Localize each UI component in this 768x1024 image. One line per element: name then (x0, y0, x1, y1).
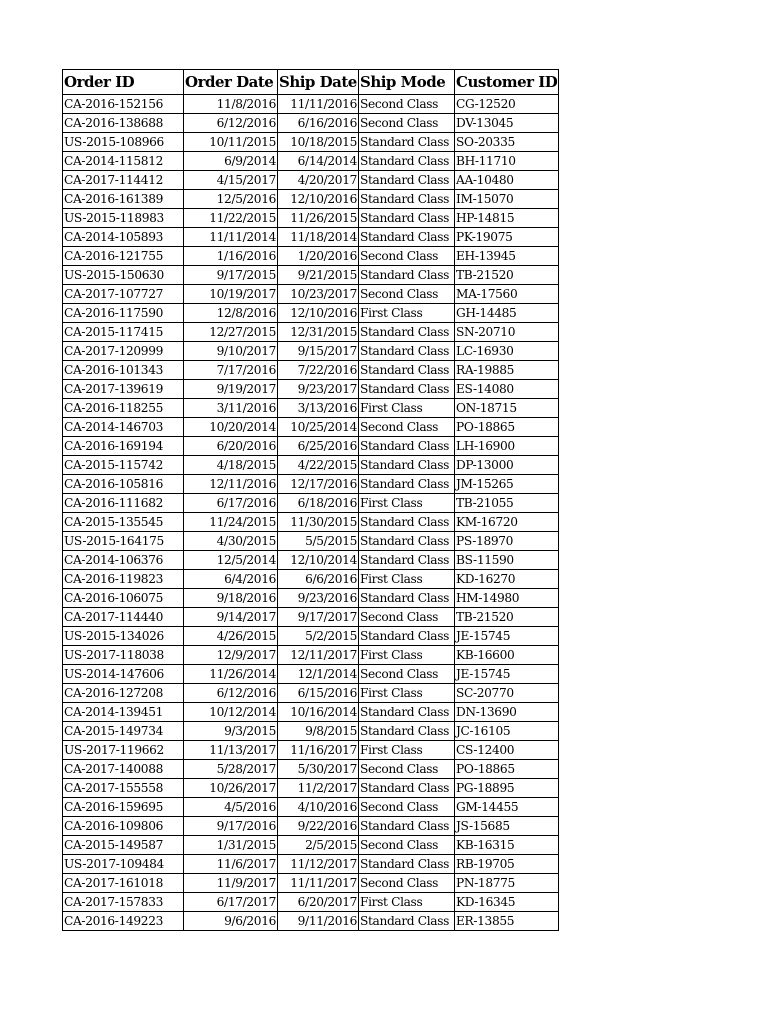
cell-ship-date: 6/25/2016 (278, 437, 359, 456)
header-ship-date: Ship Date (278, 70, 359, 95)
cell-customer-id: GM-14455 (455, 798, 559, 817)
cell-ship-mode: First Class (359, 893, 455, 912)
cell-ship-mode: Standard Class (359, 912, 455, 931)
cell-ship-mode: First Class (359, 741, 455, 760)
cell-customer-id: GH-14485 (455, 304, 559, 323)
table-row (63, 418, 559, 437)
cell-ship-mode: Second Class (359, 418, 455, 437)
table-row (63, 608, 559, 627)
cell-ship-mode: Standard Class (359, 589, 455, 608)
cell-order-date: 10/20/2014 (184, 418, 278, 437)
cell-customer-id: EH-13945 (455, 247, 559, 266)
table-row (63, 741, 559, 760)
cell-ship-date: 6/14/2014 (278, 152, 359, 171)
cell-customer-id: PO-18865 (455, 418, 559, 437)
cell-order-id: US-2015-134026 (63, 627, 184, 646)
cell-customer-id: TB-21055 (455, 494, 559, 513)
cell-customer-id: TB-21520 (455, 266, 559, 285)
cell-ship-mode: Standard Class (359, 152, 455, 171)
cell-customer-id: JM-15265 (455, 475, 559, 494)
cell-order-date: 9/6/2016 (184, 912, 278, 931)
table-row (63, 399, 559, 418)
cell-ship-date: 5/5/2015 (278, 532, 359, 551)
header-ship-mode: Ship Mode (359, 70, 455, 95)
cell-customer-id: CS-12400 (455, 741, 559, 760)
cell-ship-mode: Standard Class (359, 722, 455, 741)
cell-order-date: 9/19/2017 (184, 380, 278, 399)
cell-ship-mode: Second Class (359, 247, 455, 266)
cell-order-id: CA-2017-157833 (63, 893, 184, 912)
cell-order-date: 12/5/2014 (184, 551, 278, 570)
cell-order-date: 12/5/2016 (184, 190, 278, 209)
cell-order-id: US-2017-119662 (63, 741, 184, 760)
table-row (63, 95, 559, 114)
table-row (63, 152, 559, 171)
cell-order-id: CA-2016-118255 (63, 399, 184, 418)
cell-customer-id: DN-13690 (455, 703, 559, 722)
header-customer-id: Customer ID (455, 70, 559, 95)
cell-ship-mode: Standard Class (359, 817, 455, 836)
cell-ship-date: 6/6/2016 (278, 570, 359, 589)
cell-ship-date: 9/11/2016 (278, 912, 359, 931)
cell-order-id: CA-2016-127208 (63, 684, 184, 703)
cell-order-id: CA-2015-135545 (63, 513, 184, 532)
cell-ship-mode: First Class (359, 646, 455, 665)
cell-order-id: CA-2015-149587 (63, 836, 184, 855)
cell-customer-id: SN-20710 (455, 323, 559, 342)
table-row (63, 437, 559, 456)
cell-customer-id: PK-19075 (455, 228, 559, 247)
cell-ship-date: 10/23/2017 (278, 285, 359, 304)
orders-table (62, 69, 559, 931)
cell-order-date: 12/27/2015 (184, 323, 278, 342)
table-row (63, 722, 559, 741)
cell-order-id: US-2017-118038 (63, 646, 184, 665)
cell-ship-date: 9/8/2015 (278, 722, 359, 741)
cell-order-id: CA-2015-115742 (63, 456, 184, 475)
cell-ship-mode: Standard Class (359, 209, 455, 228)
cell-ship-mode: Second Class (359, 836, 455, 855)
cell-ship-date: 9/21/2015 (278, 266, 359, 285)
cell-order-id: US-2015-150630 (63, 266, 184, 285)
cell-order-date: 12/8/2016 (184, 304, 278, 323)
cell-ship-date: 4/20/2017 (278, 171, 359, 190)
cell-order-id: CA-2016-117590 (63, 304, 184, 323)
cell-ship-mode: Second Class (359, 874, 455, 893)
cell-order-id: CA-2014-115812 (63, 152, 184, 171)
cell-order-date: 4/5/2016 (184, 798, 278, 817)
cell-ship-date: 3/13/2016 (278, 399, 359, 418)
cell-ship-date: 12/10/2014 (278, 551, 359, 570)
cell-ship-mode: Standard Class (359, 228, 455, 247)
cell-customer-id: JC-16105 (455, 722, 559, 741)
cell-ship-mode: First Class (359, 570, 455, 589)
cell-order-id: CA-2014-105893 (63, 228, 184, 247)
table-row (63, 551, 559, 570)
cell-customer-id: MA-17560 (455, 285, 559, 304)
table-row (63, 323, 559, 342)
cell-customer-id: KD-16345 (455, 893, 559, 912)
cell-order-id: US-2015-164175 (63, 532, 184, 551)
cell-order-id: CA-2016-169194 (63, 437, 184, 456)
table-row (63, 665, 559, 684)
cell-customer-id: DV-13045 (455, 114, 559, 133)
cell-order-date: 9/3/2015 (184, 722, 278, 741)
cell-order-date: 9/17/2015 (184, 266, 278, 285)
cell-customer-id: ES-14080 (455, 380, 559, 399)
cell-order-date: 6/9/2014 (184, 152, 278, 171)
cell-customer-id: DP-13000 (455, 456, 559, 475)
cell-ship-date: 10/25/2014 (278, 418, 359, 437)
cell-ship-date: 5/30/2017 (278, 760, 359, 779)
cell-customer-id: HM-14980 (455, 589, 559, 608)
cell-customer-id: AA-10480 (455, 171, 559, 190)
cell-ship-mode: Standard Class (359, 475, 455, 494)
cell-customer-id: KB-16600 (455, 646, 559, 665)
cell-customer-id: PG-18895 (455, 779, 559, 798)
cell-ship-date: 9/22/2016 (278, 817, 359, 836)
table-row (63, 703, 559, 722)
cell-order-id: CA-2017-140088 (63, 760, 184, 779)
table-row (63, 171, 559, 190)
table-row (63, 570, 559, 589)
cell-order-date: 6/4/2016 (184, 570, 278, 589)
cell-ship-date: 11/30/2015 (278, 513, 359, 532)
cell-ship-mode: First Class (359, 304, 455, 323)
cell-ship-date: 6/16/2016 (278, 114, 359, 133)
cell-order-date: 11/26/2014 (184, 665, 278, 684)
header-order-date: Order Date (184, 70, 278, 95)
cell-order-date: 7/17/2016 (184, 361, 278, 380)
cell-order-id: CA-2014-106376 (63, 551, 184, 570)
cell-order-id: CA-2016-106075 (63, 589, 184, 608)
table-row (63, 817, 559, 836)
table-row (63, 874, 559, 893)
cell-order-date: 6/20/2016 (184, 437, 278, 456)
cell-ship-mode: Standard Class (359, 532, 455, 551)
cell-order-date: 9/10/2017 (184, 342, 278, 361)
table-row (63, 646, 559, 665)
cell-customer-id: JE-15745 (455, 627, 559, 646)
cell-customer-id: KB-16315 (455, 836, 559, 855)
cell-order-date: 9/18/2016 (184, 589, 278, 608)
cell-customer-id: RA-19885 (455, 361, 559, 380)
cell-ship-mode: Second Class (359, 798, 455, 817)
cell-order-date: 4/30/2015 (184, 532, 278, 551)
cell-order-id: US-2017-109484 (63, 855, 184, 874)
cell-customer-id: JE-15745 (455, 665, 559, 684)
cell-ship-mode: Standard Class (359, 323, 455, 342)
table-row (63, 760, 559, 779)
table-row (63, 684, 559, 703)
cell-ship-date: 5/2/2015 (278, 627, 359, 646)
table-row (63, 266, 559, 285)
table-row (63, 475, 559, 494)
cell-order-date: 6/12/2016 (184, 114, 278, 133)
cell-order-date: 3/11/2016 (184, 399, 278, 418)
cell-ship-mode: Standard Class (359, 133, 455, 152)
cell-order-date: 10/19/2017 (184, 285, 278, 304)
cell-ship-mode: Standard Class (359, 361, 455, 380)
table-row (63, 456, 559, 475)
cell-order-date: 4/18/2015 (184, 456, 278, 475)
cell-ship-mode: Standard Class (359, 551, 455, 570)
cell-customer-id: JS-15685 (455, 817, 559, 836)
cell-ship-date: 12/11/2017 (278, 646, 359, 665)
table-row (63, 627, 559, 646)
cell-ship-mode: Standard Class (359, 380, 455, 399)
cell-customer-id: KD-16270 (455, 570, 559, 589)
table-row (63, 513, 559, 532)
table-row (63, 589, 559, 608)
cell-order-id: CA-2017-139619 (63, 380, 184, 399)
cell-order-id: CA-2016-138688 (63, 114, 184, 133)
cell-order-date: 4/15/2017 (184, 171, 278, 190)
cell-customer-id: SC-20770 (455, 684, 559, 703)
table-row (63, 798, 559, 817)
cell-ship-mode: First Class (359, 399, 455, 418)
cell-customer-id: RB-19705 (455, 855, 559, 874)
cell-order-id: US-2015-108966 (63, 133, 184, 152)
cell-ship-date: 10/16/2014 (278, 703, 359, 722)
cell-ship-mode: First Class (359, 684, 455, 703)
table-row (63, 855, 559, 874)
cell-order-date: 6/17/2017 (184, 893, 278, 912)
cell-ship-date: 2/5/2015 (278, 836, 359, 855)
cell-ship-date: 12/17/2016 (278, 475, 359, 494)
cell-ship-mode: Standard Class (359, 342, 455, 361)
table-row (63, 304, 559, 323)
cell-customer-id: KM-16720 (455, 513, 559, 532)
cell-order-date: 11/8/2016 (184, 95, 278, 114)
cell-ship-date: 11/11/2016 (278, 95, 359, 114)
cell-customer-id: ON-18715 (455, 399, 559, 418)
cell-ship-mode: Standard Class (359, 266, 455, 285)
cell-order-id: CA-2017-155558 (63, 779, 184, 798)
table-row (63, 247, 559, 266)
cell-order-id: CA-2015-149734 (63, 722, 184, 741)
cell-ship-date: 12/1/2014 (278, 665, 359, 684)
cell-ship-date: 12/10/2016 (278, 304, 359, 323)
table-row (63, 114, 559, 133)
cell-order-id: CA-2015-117415 (63, 323, 184, 342)
table-row (63, 228, 559, 247)
cell-customer-id: PO-18865 (455, 760, 559, 779)
table-row (63, 779, 559, 798)
header-row (63, 70, 559, 95)
table-row (63, 133, 559, 152)
cell-customer-id: LC-16930 (455, 342, 559, 361)
cell-order-id: CA-2017-114440 (63, 608, 184, 627)
cell-order-date: 4/26/2015 (184, 627, 278, 646)
cell-ship-mode: Standard Class (359, 627, 455, 646)
cell-ship-date: 6/18/2016 (278, 494, 359, 513)
cell-ship-mode: Standard Class (359, 171, 455, 190)
cell-order-id: CA-2016-161389 (63, 190, 184, 209)
cell-customer-id: CG-12520 (455, 95, 559, 114)
cell-ship-mode: Standard Class (359, 190, 455, 209)
cell-ship-mode: First Class (359, 494, 455, 513)
cell-order-id: CA-2017-107727 (63, 285, 184, 304)
cell-customer-id: BH-11710 (455, 152, 559, 171)
cell-ship-mode: Standard Class (359, 437, 455, 456)
table-row (63, 836, 559, 855)
cell-order-date: 11/22/2015 (184, 209, 278, 228)
cell-order-date: 1/16/2016 (184, 247, 278, 266)
cell-order-date: 11/11/2014 (184, 228, 278, 247)
table-row (63, 532, 559, 551)
cell-customer-id: SO-20335 (455, 133, 559, 152)
table-row (63, 893, 559, 912)
cell-order-date: 12/9/2017 (184, 646, 278, 665)
table-row (63, 494, 559, 513)
cell-order-date: 11/6/2017 (184, 855, 278, 874)
cell-order-id: CA-2016-159695 (63, 798, 184, 817)
cell-order-date: 10/26/2017 (184, 779, 278, 798)
cell-order-id: CA-2016-105816 (63, 475, 184, 494)
cell-ship-date: 12/10/2016 (278, 190, 359, 209)
cell-ship-date: 7/22/2016 (278, 361, 359, 380)
cell-ship-date: 11/26/2015 (278, 209, 359, 228)
cell-ship-date: 4/10/2016 (278, 798, 359, 817)
cell-ship-date: 9/23/2017 (278, 380, 359, 399)
cell-customer-id: ER-13855 (455, 912, 559, 931)
cell-order-date: 11/9/2017 (184, 874, 278, 893)
cell-order-id: US-2015-118983 (63, 209, 184, 228)
cell-order-date: 5/28/2017 (184, 760, 278, 779)
cell-order-date: 12/11/2016 (184, 475, 278, 494)
cell-ship-mode: Second Class (359, 95, 455, 114)
header-order-id: Order ID (63, 70, 184, 95)
table-row (63, 209, 559, 228)
cell-customer-id: TB-21520 (455, 608, 559, 627)
cell-order-id: CA-2014-146703 (63, 418, 184, 437)
cell-ship-date: 12/31/2015 (278, 323, 359, 342)
cell-order-id: CA-2014-139451 (63, 703, 184, 722)
cell-order-id: CA-2017-120999 (63, 342, 184, 361)
cell-order-date: 1/31/2015 (184, 836, 278, 855)
cell-ship-date: 11/11/2017 (278, 874, 359, 893)
cell-order-id: CA-2016-152156 (63, 95, 184, 114)
table-body (63, 95, 559, 931)
cell-ship-date: 11/2/2017 (278, 779, 359, 798)
cell-ship-mode: Standard Class (359, 456, 455, 475)
table-row (63, 380, 559, 399)
cell-ship-mode: Second Class (359, 285, 455, 304)
cell-customer-id: IM-15070 (455, 190, 559, 209)
cell-customer-id: BS-11590 (455, 551, 559, 570)
table-row (63, 361, 559, 380)
cell-order-date: 6/17/2016 (184, 494, 278, 513)
cell-order-date: 9/14/2017 (184, 608, 278, 627)
cell-ship-mode: Second Class (359, 760, 455, 779)
cell-order-id: CA-2016-149223 (63, 912, 184, 931)
cell-ship-mode: Standard Class (359, 703, 455, 722)
cell-order-date: 10/12/2014 (184, 703, 278, 722)
cell-ship-mode: Standard Class (359, 855, 455, 874)
cell-ship-mode: Standard Class (359, 513, 455, 532)
table-row (63, 342, 559, 361)
table-header (63, 70, 559, 95)
cell-order-id: CA-2016-109806 (63, 817, 184, 836)
cell-order-id: CA-2016-119823 (63, 570, 184, 589)
table-row (63, 285, 559, 304)
cell-order-date: 9/17/2016 (184, 817, 278, 836)
cell-ship-date: 1/20/2016 (278, 247, 359, 266)
cell-order-date: 11/13/2017 (184, 741, 278, 760)
cell-order-date: 6/12/2016 (184, 684, 278, 703)
cell-ship-mode: Second Class (359, 114, 455, 133)
cell-ship-date: 6/20/2017 (278, 893, 359, 912)
cell-order-id: CA-2016-121755 (63, 247, 184, 266)
cell-order-date: 10/11/2015 (184, 133, 278, 152)
table-row (63, 912, 559, 931)
cell-customer-id: PN-18775 (455, 874, 559, 893)
cell-ship-date: 4/22/2015 (278, 456, 359, 475)
cell-ship-date: 9/15/2017 (278, 342, 359, 361)
cell-customer-id: HP-14815 (455, 209, 559, 228)
cell-ship-mode: Standard Class (359, 779, 455, 798)
cell-order-id: CA-2016-101343 (63, 361, 184, 380)
cell-customer-id: LH-16900 (455, 437, 559, 456)
cell-ship-date: 11/12/2017 (278, 855, 359, 874)
table-row (63, 190, 559, 209)
cell-ship-date: 6/15/2016 (278, 684, 359, 703)
cell-ship-date: 9/23/2016 (278, 589, 359, 608)
cell-ship-date: 10/18/2015 (278, 133, 359, 152)
cell-customer-id: PS-18970 (455, 532, 559, 551)
cell-ship-date: 11/18/2014 (278, 228, 359, 247)
cell-order-id: US-2014-147606 (63, 665, 184, 684)
cell-order-id: CA-2016-111682 (63, 494, 184, 513)
cell-order-date: 11/24/2015 (184, 513, 278, 532)
cell-ship-date: 11/16/2017 (278, 741, 359, 760)
cell-order-id: CA-2017-114412 (63, 171, 184, 190)
cell-ship-mode: Second Class (359, 665, 455, 684)
cell-ship-date: 9/17/2017 (278, 608, 359, 627)
cell-ship-mode: Second Class (359, 608, 455, 627)
cell-order-id: CA-2017-161018 (63, 874, 184, 893)
